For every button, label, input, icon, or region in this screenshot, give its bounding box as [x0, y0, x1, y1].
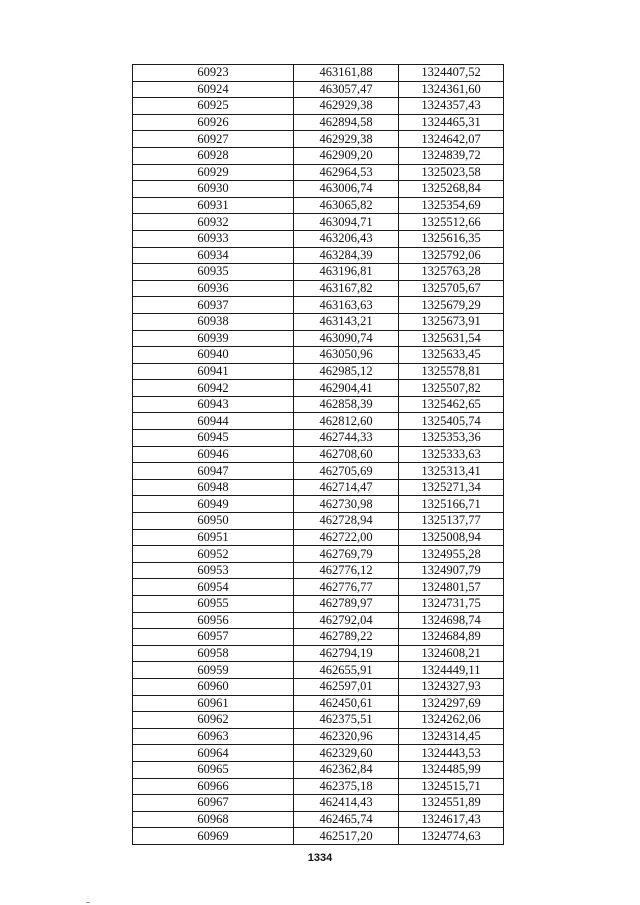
point-id-cell: 60968: [133, 811, 294, 828]
table-row: [133, 645, 504, 662]
x-coordinate-cell: 462728,94: [294, 513, 399, 530]
x-coordinate-cell: 462362,84: [294, 761, 399, 778]
point-id-cell: 60947: [133, 463, 294, 480]
point-id-cell: 60944: [133, 413, 294, 430]
x-coordinate-cell: 463284,39: [294, 247, 399, 264]
point-id-cell: 60955: [133, 596, 294, 613]
point-id-cell: 60937: [133, 297, 294, 314]
point-id-cell: 60964: [133, 745, 294, 762]
scan-mark: [86, 902, 90, 903]
table-row: [133, 496, 504, 513]
point-id-cell: 60927: [133, 131, 294, 148]
y-coordinate-cell: 1325354,69: [399, 197, 504, 214]
x-coordinate-cell: 462985,12: [294, 363, 399, 380]
table-row: [133, 380, 504, 397]
table-row: [133, 98, 504, 115]
y-coordinate-cell: 1324465,31: [399, 114, 504, 131]
x-coordinate-cell: 463090,74: [294, 330, 399, 347]
x-coordinate-cell: 462517,20: [294, 828, 399, 845]
x-coordinate-cell: 462812,60: [294, 413, 399, 430]
table-row: [133, 662, 504, 679]
table-row: [133, 347, 504, 364]
table-row: [133, 446, 504, 463]
table-row: [133, 728, 504, 745]
point-id-cell: 60966: [133, 778, 294, 795]
y-coordinate-cell: 1325673,91: [399, 313, 504, 330]
y-coordinate-cell: 1325023,58: [399, 164, 504, 181]
point-id-cell: 60942: [133, 380, 294, 397]
table-row: [133, 712, 504, 729]
y-coordinate-cell: 1324327,93: [399, 678, 504, 695]
table-row: [133, 147, 504, 164]
point-id-cell: 60946: [133, 446, 294, 463]
point-id-cell: 60957: [133, 629, 294, 646]
table-row: [133, 65, 504, 82]
y-coordinate-cell: 1324407,52: [399, 65, 504, 82]
x-coordinate-cell: 463167,82: [294, 280, 399, 297]
x-coordinate-cell: 462329,60: [294, 745, 399, 762]
y-coordinate-cell: 1325333,63: [399, 446, 504, 463]
y-coordinate-cell: 1325353,36: [399, 430, 504, 447]
table-row: [133, 264, 504, 281]
y-coordinate-cell: 1324297,69: [399, 695, 504, 712]
point-id-cell: 60958: [133, 645, 294, 662]
y-coordinate-cell: 1325616,35: [399, 230, 504, 247]
table-row: [133, 529, 504, 546]
x-coordinate-cell: 462792,04: [294, 612, 399, 629]
x-coordinate-cell: 462904,41: [294, 380, 399, 397]
point-id-cell: 60934: [133, 247, 294, 264]
table-row: [133, 280, 504, 297]
y-coordinate-cell: 1324839,72: [399, 147, 504, 164]
point-id-cell: 60923: [133, 65, 294, 82]
table-row: [133, 363, 504, 380]
table-row: [133, 330, 504, 347]
page-number: 1334: [307, 852, 333, 864]
table-row: [133, 562, 504, 579]
y-coordinate-cell: 1324955,28: [399, 546, 504, 563]
y-coordinate-cell: 1325008,94: [399, 529, 504, 546]
x-coordinate-cell: 462776,12: [294, 562, 399, 579]
table-row: [133, 396, 504, 413]
x-coordinate-cell: 462450,61: [294, 695, 399, 712]
y-coordinate-cell: 1325166,71: [399, 496, 504, 513]
y-coordinate-cell: 1324801,57: [399, 579, 504, 596]
x-coordinate-cell: 463206,43: [294, 230, 399, 247]
x-coordinate-cell: 462375,18: [294, 778, 399, 795]
point-id-cell: 60952: [133, 546, 294, 563]
table-row: [133, 778, 504, 795]
y-coordinate-cell: 1324443,53: [399, 745, 504, 762]
table-row: [133, 297, 504, 314]
x-coordinate-cell: 463057,47: [294, 81, 399, 98]
table-row: [133, 214, 504, 231]
x-coordinate-cell: 462465,74: [294, 811, 399, 828]
x-coordinate-cell: 462414,43: [294, 795, 399, 812]
y-coordinate-cell: 1325679,29: [399, 297, 504, 314]
y-coordinate-cell: 1325631,54: [399, 330, 504, 347]
point-id-cell: 60936: [133, 280, 294, 297]
point-id-cell: 60963: [133, 728, 294, 745]
point-id-cell: 60965: [133, 761, 294, 778]
x-coordinate-cell: 462320,96: [294, 728, 399, 745]
point-id-cell: 60938: [133, 313, 294, 330]
point-id-cell: 60943: [133, 396, 294, 413]
y-coordinate-cell: 1324774,63: [399, 828, 504, 845]
x-coordinate-cell: 462929,38: [294, 131, 399, 148]
point-id-cell: 60926: [133, 114, 294, 131]
coordinates-table: [132, 64, 504, 845]
table-row: [133, 629, 504, 646]
x-coordinate-cell: 463094,71: [294, 214, 399, 231]
table-row: [133, 197, 504, 214]
table-row: [133, 181, 504, 198]
y-coordinate-cell: 1325633,45: [399, 347, 504, 364]
point-id-cell: 60924: [133, 81, 294, 98]
y-coordinate-cell: 1325507,82: [399, 380, 504, 397]
y-coordinate-cell: 1324314,45: [399, 728, 504, 745]
x-coordinate-cell: 462655,91: [294, 662, 399, 679]
table-row: [133, 596, 504, 613]
point-id-cell: 60948: [133, 479, 294, 496]
table-row: [133, 164, 504, 181]
table-row: [133, 795, 504, 812]
table-row: [133, 811, 504, 828]
x-coordinate-cell: 462597,01: [294, 678, 399, 695]
y-coordinate-cell: 1325268,84: [399, 181, 504, 198]
point-id-cell: 60932: [133, 214, 294, 231]
point-id-cell: 60956: [133, 612, 294, 629]
x-coordinate-cell: 463163,63: [294, 297, 399, 314]
point-id-cell: 60933: [133, 230, 294, 247]
table-row: [133, 430, 504, 447]
point-id-cell: 60960: [133, 678, 294, 695]
y-coordinate-cell: 1325578,81: [399, 363, 504, 380]
table-row: [133, 745, 504, 762]
table-row: [133, 678, 504, 695]
point-id-cell: 60967: [133, 795, 294, 812]
y-coordinate-cell: 1324485,99: [399, 761, 504, 778]
x-coordinate-cell: 462789,22: [294, 629, 399, 646]
y-coordinate-cell: 1324684,89: [399, 629, 504, 646]
x-coordinate-cell: 463161,88: [294, 65, 399, 82]
y-coordinate-cell: 1324608,21: [399, 645, 504, 662]
x-coordinate-cell: 463050,96: [294, 347, 399, 364]
y-coordinate-cell: 1324698,74: [399, 612, 504, 629]
point-id-cell: 60935: [133, 264, 294, 281]
point-id-cell: 60930: [133, 181, 294, 198]
x-coordinate-cell: 462964,53: [294, 164, 399, 181]
table-row: [133, 579, 504, 596]
y-coordinate-cell: 1324449,11: [399, 662, 504, 679]
x-coordinate-cell: 462776,77: [294, 579, 399, 596]
table-row: [133, 413, 504, 430]
point-id-cell: 60929: [133, 164, 294, 181]
y-coordinate-cell: 1324731,75: [399, 596, 504, 613]
x-coordinate-cell: 463006,74: [294, 181, 399, 198]
point-id-cell: 60928: [133, 147, 294, 164]
table-row: [133, 247, 504, 264]
table-row: [133, 695, 504, 712]
y-coordinate-cell: 1324262,06: [399, 712, 504, 729]
point-id-cell: 60959: [133, 662, 294, 679]
x-coordinate-cell: 462375,51: [294, 712, 399, 729]
y-coordinate-cell: 1325763,28: [399, 264, 504, 281]
y-coordinate-cell: 1324642,07: [399, 131, 504, 148]
table-row: [133, 114, 504, 131]
point-id-cell: 60962: [133, 712, 294, 729]
y-coordinate-cell: 1325512,66: [399, 214, 504, 231]
y-coordinate-cell: 1325271,34: [399, 479, 504, 496]
x-coordinate-cell: 462769,79: [294, 546, 399, 563]
point-id-cell: 60953: [133, 562, 294, 579]
y-coordinate-cell: 1325792,06: [399, 247, 504, 264]
y-coordinate-cell: 1324357,43: [399, 98, 504, 115]
x-coordinate-cell: 462794,19: [294, 645, 399, 662]
x-coordinate-cell: 462858,39: [294, 396, 399, 413]
x-coordinate-cell: 462722,00: [294, 529, 399, 546]
y-coordinate-cell: 1325405,74: [399, 413, 504, 430]
x-coordinate-cell: 462894,58: [294, 114, 399, 131]
point-id-cell: 60954: [133, 579, 294, 596]
x-coordinate-cell: 462789,97: [294, 596, 399, 613]
x-coordinate-cell: 462744,33: [294, 430, 399, 447]
y-coordinate-cell: 1324907,79: [399, 562, 504, 579]
table-row: [133, 612, 504, 629]
point-id-cell: 60969: [133, 828, 294, 845]
x-coordinate-cell: 462909,20: [294, 147, 399, 164]
point-id-cell: 60925: [133, 98, 294, 115]
y-coordinate-cell: 1325137,77: [399, 513, 504, 530]
table-row: [133, 828, 504, 845]
coordinates-table-body: [133, 65, 504, 845]
table-row: [133, 513, 504, 530]
x-coordinate-cell: 462929,38: [294, 98, 399, 115]
point-id-cell: 60951: [133, 529, 294, 546]
x-coordinate-cell: 463143,21: [294, 313, 399, 330]
point-id-cell: 60945: [133, 430, 294, 447]
table-row: [133, 479, 504, 496]
table-row: [133, 761, 504, 778]
point-id-cell: 60939: [133, 330, 294, 347]
table-row: [133, 131, 504, 148]
y-coordinate-cell: 1324361,60: [399, 81, 504, 98]
x-coordinate-cell: 462705,69: [294, 463, 399, 480]
point-id-cell: 60949: [133, 496, 294, 513]
x-coordinate-cell: 462730,98: [294, 496, 399, 513]
point-id-cell: 60940: [133, 347, 294, 364]
table-row: [133, 546, 504, 563]
y-coordinate-cell: 1325462,65: [399, 396, 504, 413]
y-coordinate-cell: 1325705,67: [399, 280, 504, 297]
table-row: [133, 463, 504, 480]
x-coordinate-cell: 462714,47: [294, 479, 399, 496]
table-row: [133, 81, 504, 98]
y-coordinate-cell: 1324617,43: [399, 811, 504, 828]
x-coordinate-cell: 463196,81: [294, 264, 399, 281]
table-row: [133, 313, 504, 330]
point-id-cell: 60931: [133, 197, 294, 214]
point-id-cell: 60941: [133, 363, 294, 380]
point-id-cell: 60950: [133, 513, 294, 530]
y-coordinate-cell: 1325313,41: [399, 463, 504, 480]
y-coordinate-cell: 1324551,89: [399, 795, 504, 812]
point-id-cell: 60961: [133, 695, 294, 712]
table-row: [133, 230, 504, 247]
x-coordinate-cell: 462708,60: [294, 446, 399, 463]
x-coordinate-cell: 463065,82: [294, 197, 399, 214]
y-coordinate-cell: 1324515,71: [399, 778, 504, 795]
